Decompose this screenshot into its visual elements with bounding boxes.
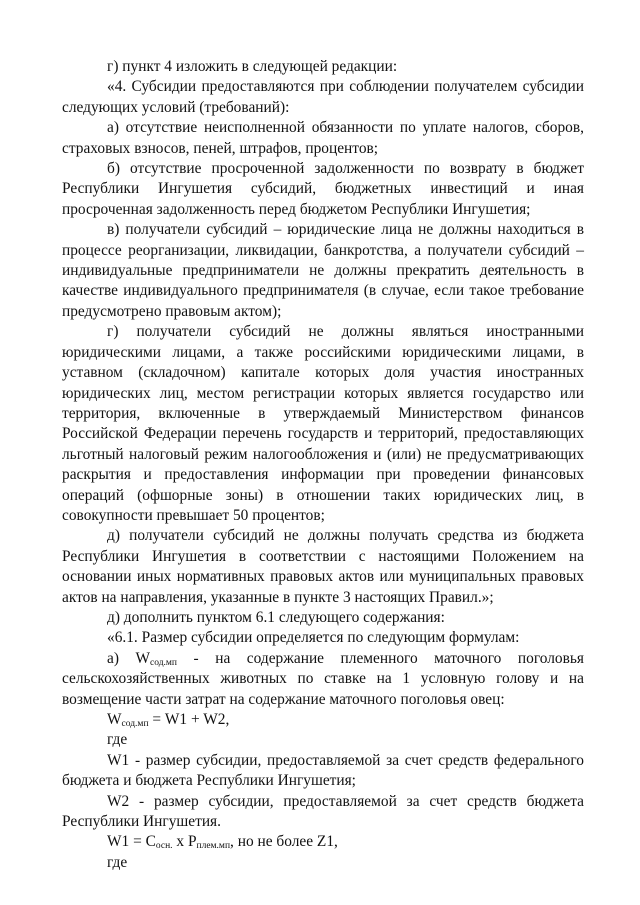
formula2-mid: х P [172, 833, 197, 851]
paragraph-amend-g: г) пункт 4 изложить в следующей редакции: [107, 58, 398, 75]
paragraph-cond-g: г) получатели субсидий не должны являться иностранными юридическими лицами, а также российскими юридическими лицами, в уставном (складочном) капитале которых доля участия иностранных юридических лиц, местом регистрации которых является государство или территория, включенные в утверждаемый Министерством финансов Российской Федерации перечень государств и территорий, предоставляющих льготный налоговый режим налогообложения и (или) не предусматривающих раскрытия и предоставления информации при проведении финансовых операций (офшорные зоны) в отношении таких юридических лиц, в совокупности превышает 50 процентов; [62, 323, 584, 524]
formula1-rest: = W1 + W2, [148, 711, 230, 728]
paragraph-cond-a: а) отсутствие неисполненной обязанности по уплате налогов, сборов, страховых взносов, пеней, штрафов, процентов; [62, 119, 584, 157]
item-a-subscript: сод.мп [150, 657, 178, 668]
paragraph-formula-a [62, 649, 584, 710]
paragraph-amend-d: д) дополнить пунктом 6.1 следующего содержания: [107, 608, 445, 626]
formula2-rest: , но не более Z1, [230, 833, 338, 851]
where-label-2: где [107, 853, 128, 871]
formula1-subscript: сод.мп [121, 719, 149, 729]
definition-w1: W1 - размер субсидии, предоставляемой за счет средств федерального бюджета и бюджета Республики Ингушетия; [62, 751, 584, 790]
definition-w2: W2 - размер субсидии, предоставляемой за счет средств бюджета Республики Ингушетия. [62, 792, 584, 831]
formula-w1 [62, 832, 584, 852]
where-label-1: где [107, 731, 128, 749]
formula-w-total [62, 710, 584, 730]
item-a-prefix: а) W [107, 649, 151, 667]
formula1-w: W [107, 711, 122, 728]
paragraph-cond-b: б) отсутствие просроченной задолженности по возврату в бюджет Республики Ингушетия субсидий, бюджетных инвестиций и иная просроченная задолженность перед бюджетом Республики Ингушетия; [62, 160, 584, 218]
paragraph-item-4: «4. Субсидии предоставляются при соблюдении получателем субсидии следующих условий (требований): [62, 78, 584, 116]
item-a-text: - на содержание племенного маточного поголовья сельскохозяйственных животных по ставке на 1 условную голову и на возмещение части затрат на содержание маточного поголовья овец: [62, 649, 584, 708]
document-page [62, 57, 584, 873]
paragraph-cond-v: в) получатели субсидий – юридические лица не должны находиться в процессе реорганизации, ликвидации, банкротства, а получатели субсидий – индивидуальные предприниматели не должны прекратить деятельность в качестве индивидуального предпринимателя (в случае, если такое требование предусмотрено правовым актом); [62, 221, 584, 320]
paragraph-cond-d: д) получатели субсидий не должны получать средства из бюджета Республики Ингушетия в соответствии с настоящими Положением на основании иных нормативных правовых актов или муниципальных правовых актов на направления, указанные в пункте 3 настоящих Правил.»; [62, 527, 584, 606]
formula2-subscript-2: плем.мп [196, 841, 231, 852]
formula2-lhs: W1 = C [107, 833, 156, 851]
paragraph-item-6-1: «6.1. Размер субсидии определяется по следующим формулам: [107, 629, 520, 647]
formula2-subscript-1: осн. [155, 841, 173, 852]
